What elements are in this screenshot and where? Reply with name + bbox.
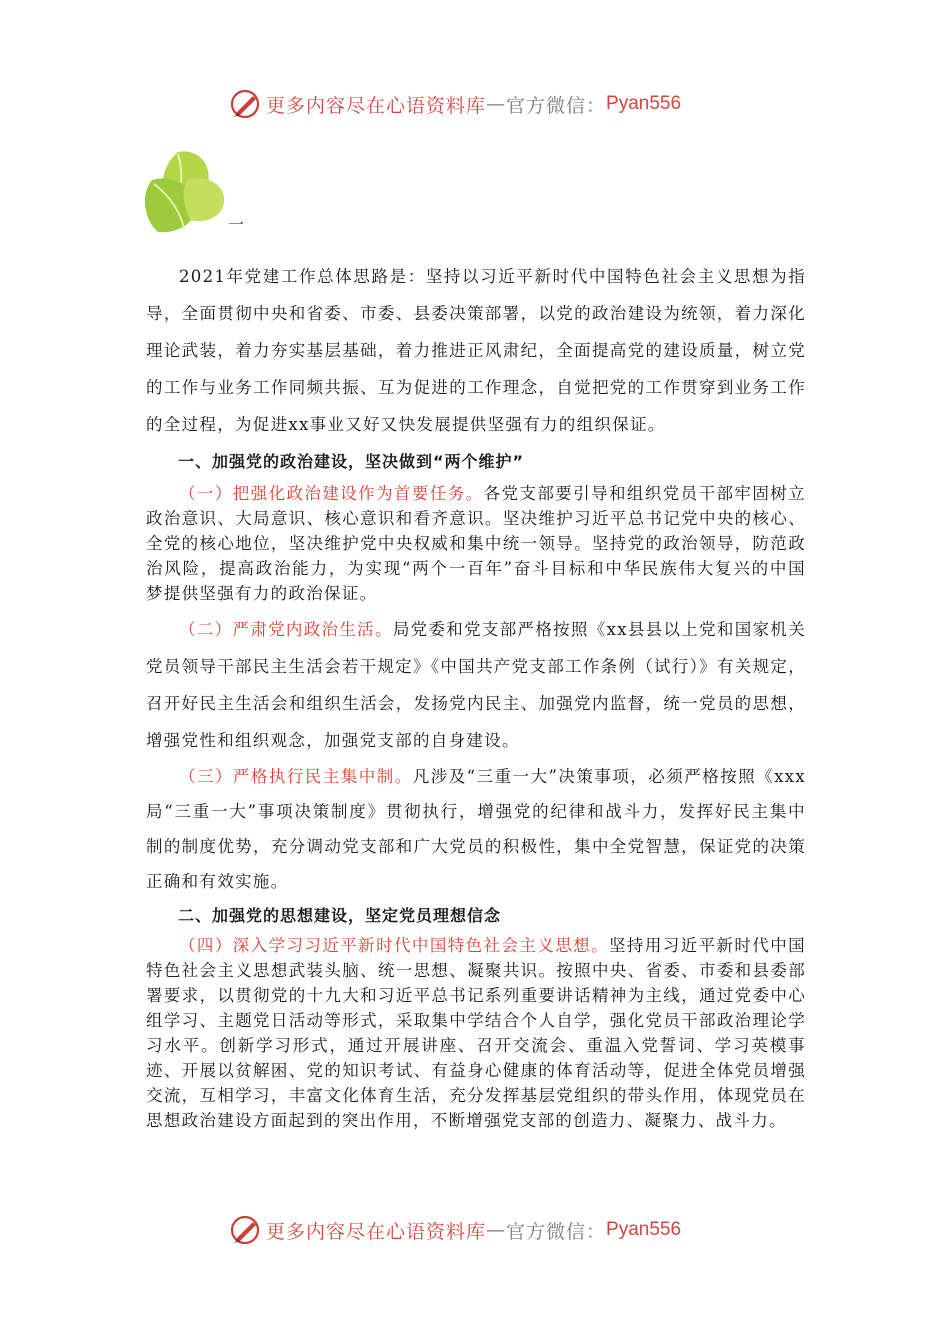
header-watermark-banner <box>228 86 681 122</box>
banner-dash: — <box>486 93 507 115</box>
item-3-body: 凡涉及“三重一大”决策事项，必须严格按照《xxx局“三重一大”事项决策制度》贯彻执行，增强党的纪律和战斗力，发挥好民主集中制的制度优势，充分调动党支部和广大党员的积极性，集中全党智慧，保证党的决策正确和有效实施。 <box>146 767 806 891</box>
banner-wechat-id: Pyan556 <box>606 1219 682 1240</box>
document-body <box>146 258 806 1133</box>
item-4-heading: （四）深入学习习近平新时代中国特色社会主义思想。 <box>179 936 610 955</box>
banner-wechat-label: 官方微信： <box>506 1220 607 1243</box>
decor-dash: 一 <box>228 215 245 234</box>
item-2-heading: （二）严肃党内政治生活。 <box>179 620 393 639</box>
item-1-paragraph <box>146 481 806 606</box>
item-1-body: 各党支部要引导和组织党员干部牢固树立政治意识、大局意识、核心意识和看齐意识。坚决维护习近平总书记党中央的核心、全党的核心地位，坚决维护党中央权威和集中统一领导。坚持党的政治领导，防范政治风险，提高政治能力，为实现“两个一百年”奋斗目标和中华民族伟大复兴的中国梦提供坚强有力的政治保证。 <box>146 484 806 603</box>
banner-wechat-id: Pyan556 <box>606 93 682 114</box>
section-2-title: 二、加强党的思想建设，坚定党员理想信念 <box>178 906 502 925</box>
item-2-first <box>146 611 806 759</box>
banner-dash: — <box>486 1219 507 1241</box>
footer-watermark-banner <box>228 1212 681 1248</box>
section-1-title: 一、加强党的政治建设，坚决做到“两个维护” <box>178 452 525 471</box>
item-4-paragraph <box>146 933 806 1133</box>
banner-prefix: 更多内容尽在心语资料库 <box>266 94 487 117</box>
banner-wechat-label: 官方微信： <box>506 94 607 117</box>
green-leaf-icon <box>138 140 230 238</box>
intro-paragraph: 2021年党建工作总体思路是：坚持以习近平新时代中国特色社会主义思想为指导，全面贯彻中央和省委、市委、县委决策部署，以党的政治建设为统领，着力深化理论武装，着力夯实基层基础，着力推进正风肃纪，全面提高党的建设质量，树立党的工作与业务工作同频共振、互为促进的工作理念，自觉把党的工作贯穿到业务工作的全过程，为促进xx事业又好又快发展提供坚强有力的组织保证。 <box>146 267 806 434</box>
item-1-heading: （一）把强化政治建设作为首要任务。 <box>179 484 484 503</box>
item-4-body: 坚持用习近平新时代中国特色社会主义思想武装头脑、统一思想、凝聚共识。按照中央、省委、市委和县委部署要求，以贯彻党的十九大和习近平总书记系列重要讲话精神为主线，通过党委中心组学习、主题党日活动等形式，采取集中学结合个人自学，强化党员干部政治理论学习水平。创新学习形式，通过开展讲座、召开交流会、重温入党誓词、学习英模事迹、开展以贫解困、党的知识考试、有益身心健康的体育活动等，促进全体党员增强交流，互相学习，丰富文化体育生活，充分发挥基层党组织的带头作用，体现党员在思想政治建设方面起到的突出作用，不断增强党支部的创造力、凝聚力、战斗力。 <box>146 936 806 1130</box>
pen-logo-icon <box>228 1213 262 1247</box>
item-2-body: 局党委和党支部严格按照《xx县县以上党和国家机关党员领导干部民主生活会若干规定》《中国共产党支部工作条例（试行）》有关规定，召开好民主生活会和组织生活会，发扬党内民主、加强党内监督，统一党员的思想，增强党性和组织观念，加强党支部的自身建设。 <box>146 620 806 750</box>
item-3-paragraph <box>146 759 806 899</box>
pen-logo-icon <box>228 87 262 121</box>
banner-prefix: 更多内容尽在心语资料库 <box>266 1220 487 1243</box>
item-3-heading: （三）严格执行民主集中制。 <box>179 767 413 786</box>
